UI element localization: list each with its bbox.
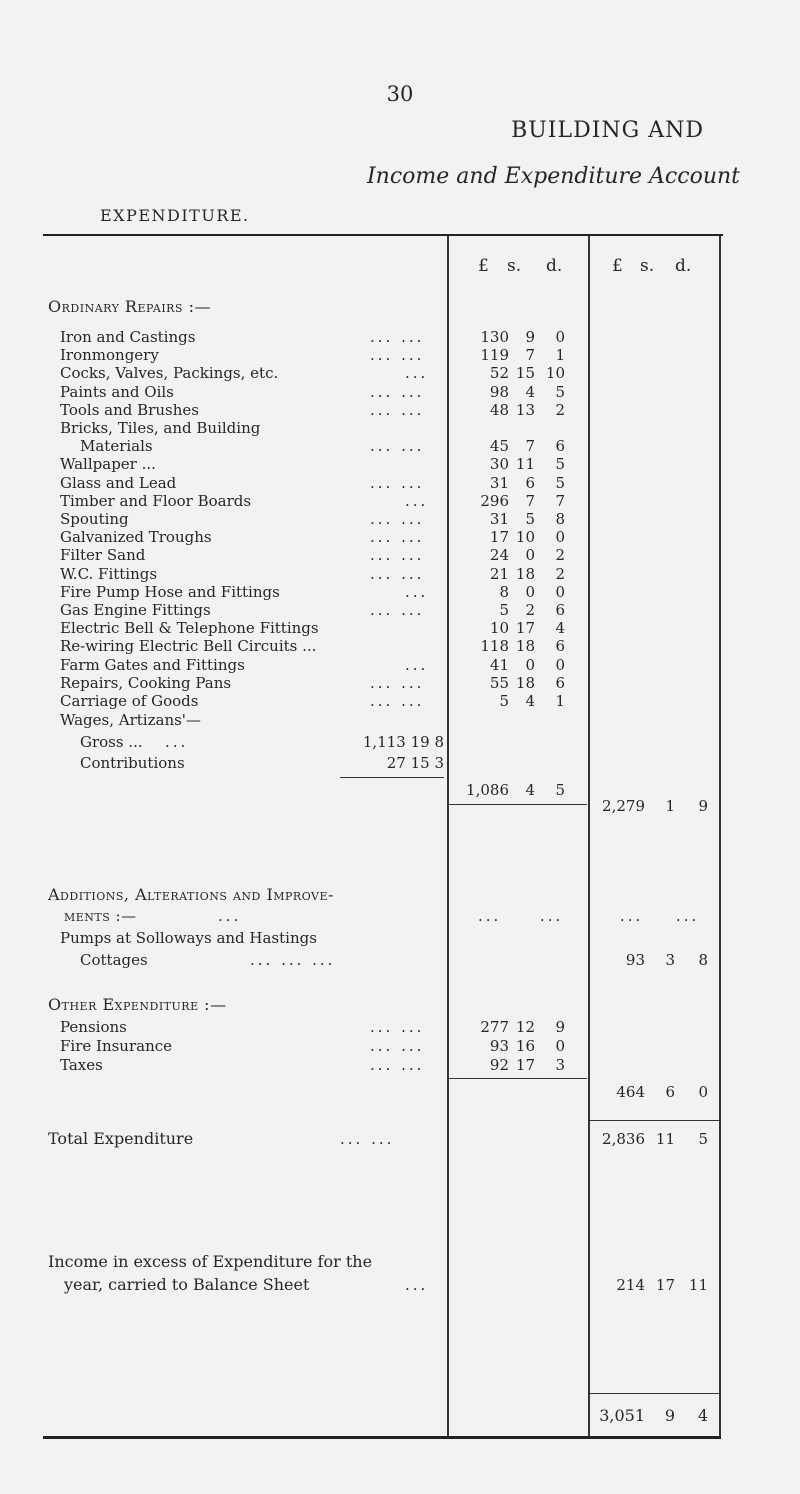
grand-total-pounds: 3,051 (599, 1406, 645, 1425)
table-row-shillings: 16 (515, 1037, 535, 1055)
additions-placeholder-b: ... (540, 907, 564, 925)
table-row-label: Timber and Floor Boards (60, 491, 252, 510)
table-bottom-rule (43, 1436, 721, 1439)
excess-shillings: 17 (655, 1276, 675, 1294)
table-row-pounds: 8 (499, 582, 509, 601)
other-total-shillings: 6 (665, 1083, 675, 1101)
table-row-pounds: 10 (489, 619, 509, 638)
table-row-pence: 1 (555, 692, 565, 710)
leader-dots: ... ... (370, 528, 425, 547)
table-row-shillings: 17 (515, 619, 535, 638)
table-row-pounds: 119 (480, 346, 509, 365)
wages-subtotal-rule (340, 777, 444, 778)
table-row-pounds: 296 (480, 491, 509, 510)
excess-dots: ... (405, 1276, 429, 1294)
table-row-pounds: 45 (489, 437, 509, 456)
table-row-label: W.C. Fittings (60, 564, 158, 583)
table-row-label: Fire Insurance (60, 1037, 173, 1055)
grand-total-pence: 4 (697, 1406, 708, 1425)
table-row-label: Filter Sand (60, 546, 146, 565)
leader-dots: ... ... (370, 1018, 425, 1036)
leader-dots: ... ... (370, 510, 425, 528)
col2-shillings-header: s. (640, 256, 655, 276)
table-row-shillings: 0 (525, 655, 535, 674)
table-row-pence: 8 (555, 510, 565, 528)
leader-dots: ... ... (370, 473, 425, 492)
table-row-shillings: 17 (515, 1056, 535, 1074)
table-row-pence: 0 (555, 528, 565, 547)
leader-dots: ... ... (370, 328, 425, 346)
col1-shillings-header: s. (507, 256, 522, 276)
wages-gross-dots: ... (165, 733, 189, 751)
section-label: EXPENDITURE. (100, 206, 250, 225)
leader-dots: ... (405, 582, 429, 601)
ordinary-net-pounds: 1,086 (466, 781, 509, 799)
table-row-pounds: 55 (489, 673, 509, 692)
table-row-pence: 0 (555, 655, 565, 674)
table-row-shillings: 4 (525, 382, 535, 401)
total-expenditure-pounds: 2,836 (602, 1130, 645, 1148)
additions-total-shillings: 3 (665, 951, 675, 969)
leader-dots: ... ... (370, 382, 425, 401)
additions-heading: Additions, Alterations and Improve- (48, 885, 334, 904)
table-row-pence: 10 (545, 364, 565, 383)
table-row-pounds: 93 (489, 1037, 509, 1055)
table-row-label: Paints and Oils (60, 382, 174, 401)
table-row-pounds: 21 (489, 564, 509, 583)
table-row-pounds: 41 (489, 655, 509, 674)
ordinary-repairs-heading: Ordinary Repairs :— (48, 297, 211, 316)
table-row-label: Re-wiring Electric Bell Circuits ... (60, 637, 317, 656)
table-row-label: Farm Gates and Fittings (60, 655, 245, 674)
additions-total-pounds: 93 (625, 951, 645, 969)
table-row-shillings: 9 (525, 328, 535, 346)
table-row-pence: 5 (555, 473, 565, 492)
wages-label: Wages, Artizans'— (60, 711, 201, 729)
table-row-label: Bricks, Tiles, and Building (60, 419, 261, 437)
running-head: BUILDING AND (511, 118, 704, 143)
table-row-pence: 2 (555, 400, 565, 419)
column-divider-1 (447, 236, 449, 1436)
grand-total-shillings: 9 (664, 1406, 675, 1425)
table-row-pence: 0 (555, 1037, 565, 1055)
additions-item-line1: Pumps at Solloways and Hastings (60, 929, 317, 947)
wages-contributions-label: Contributions (80, 754, 185, 772)
total-expenditure-label: Total Expenditure (48, 1129, 194, 1148)
table-row-pence: 6 (555, 437, 565, 456)
table-row-pounds: 30 (489, 455, 509, 474)
table-row-pence: 9 (555, 1018, 565, 1036)
total-expenditure-dots: ... ... (340, 1130, 395, 1148)
excess-label-line1: Income in excess of Expenditure for the (48, 1252, 373, 1271)
table-row-pounds: 48 (489, 400, 509, 419)
excess-pounds: 214 (616, 1276, 645, 1294)
table-row-label: Taxes (60, 1056, 103, 1074)
table-row-pounds: 24 (489, 546, 509, 565)
table-row-shillings: 18 (515, 637, 535, 656)
table-row-pence: 6 (555, 673, 565, 692)
table-row-shillings: 7 (525, 437, 535, 456)
table-row-pence: 2 (555, 546, 565, 565)
col2-pence-header: d. (675, 256, 692, 276)
table-row-pounds: 98 (489, 382, 509, 401)
additions-placeholder-c: ... (620, 907, 644, 925)
table-row-pounds: 5 (499, 692, 509, 710)
wages-gross-label: Gross ... (80, 733, 143, 751)
table-row-label: Materials (80, 437, 153, 456)
table-row-pounds: 31 (489, 510, 509, 528)
table-row-label: Tools and Brushes (60, 400, 199, 419)
table-row-label: Ironmongery (60, 346, 159, 365)
table-row-label: Fire Pump Hose and Fittings (60, 582, 280, 601)
ordinary-total-pounds: 2,279 (602, 797, 645, 815)
leader-dots: ... ... (370, 546, 425, 565)
page-number: 30 (386, 82, 414, 106)
leader-dots: ... (405, 364, 429, 383)
table-row-pence: 2 (555, 564, 565, 583)
table-row-label: Iron and Castings (60, 328, 196, 346)
column-divider-3 (719, 236, 721, 1439)
additions-total-pence: 8 (698, 951, 708, 969)
table-row-pence: 7 (555, 491, 565, 510)
ordinary-net-shillings: 4 (525, 781, 535, 799)
additions-item-line2: Cottages (80, 951, 148, 969)
table-row-pence: 3 (555, 1056, 565, 1074)
col2-pounds-header: £ (612, 256, 623, 276)
table-row-pounds: 31 (489, 473, 509, 492)
grand-total-rule (589, 1393, 719, 1394)
table-row-label: Cocks, Valves, Packings, etc. (60, 364, 279, 383)
table-row-label: Repairs, Cooking Pans (60, 673, 232, 692)
wages-gross-value: 1,113 19 8 (362, 733, 444, 751)
table-row-pounds: 52 (489, 364, 509, 383)
leader-dots: ... (405, 491, 429, 510)
table-row-shillings: 12 (515, 1018, 535, 1036)
total-expenditure-pence: 5 (698, 1130, 708, 1148)
account-subtitle: Income and Expenditure Account (366, 164, 740, 189)
col1-pounds-header: £ (478, 256, 489, 276)
table-row-shillings: 13 (515, 400, 535, 419)
other-total-pence: 0 (698, 1083, 708, 1101)
table-row-pence: 1 (555, 346, 565, 365)
table-row-pence: 6 (555, 601, 565, 619)
additions-heading-cont: ments :— (64, 907, 137, 925)
leader-dots: ... (405, 655, 429, 674)
table-row-shillings: 2 (525, 601, 535, 619)
table-row-label: Gas Engine Fittings (60, 601, 211, 619)
table-row-label: Galvanized Troughs (60, 528, 212, 547)
leader-dots: ... ... (370, 692, 425, 710)
wages-contributions-value: 27 15 3 (386, 754, 444, 772)
table-row-shillings: 5 (525, 510, 535, 528)
table-row-shillings: 18 (515, 673, 535, 692)
table-row-shillings: 11 (515, 455, 535, 474)
table-row-pounds: 5 (499, 601, 509, 619)
table-row-shillings: 7 (525, 491, 535, 510)
table-row-pounds: 17 (489, 528, 509, 547)
ordinary-total-pence: 9 (698, 797, 708, 815)
additions-placeholder-a: ... (478, 907, 502, 925)
table-row-pounds: 277 (480, 1018, 509, 1036)
table-row-shillings: 18 (515, 564, 535, 583)
column-divider-2 (588, 236, 590, 1436)
table-row-shillings: 0 (525, 582, 535, 601)
leader-dots: ... ... (370, 1037, 425, 1055)
table-row-label: Pensions (60, 1018, 127, 1036)
table-row-pence: 4 (555, 619, 565, 638)
table-row-shillings: 7 (525, 346, 535, 365)
leader-dots: ... ... (370, 437, 425, 456)
ordinary-total-shillings: 1 (665, 797, 675, 815)
ordinary-subtotal-rule (449, 804, 587, 805)
leader-dots: ... ... (370, 346, 425, 365)
other-subtotal-rule (449, 1078, 587, 1079)
leader-dots: ... ... (370, 601, 425, 619)
table-row-label: Spouting (60, 510, 129, 528)
table-row-shillings: 4 (525, 692, 535, 710)
other-expenditure-heading: Other Expenditure :— (48, 995, 227, 1014)
table-row-pounds: 118 (480, 637, 509, 656)
leader-dots: ... ... (370, 564, 425, 583)
leader-dots: ... ... (370, 1056, 425, 1074)
table-row-pence: 6 (555, 637, 565, 656)
table-row-shillings: 0 (525, 546, 535, 565)
table-row-pence: 0 (555, 328, 565, 346)
table-row-shillings: 6 (525, 473, 535, 492)
excess-label-line2: year, carried to Balance Sheet (64, 1275, 310, 1294)
table-row-label: Electric Bell & Telephone Fittings (60, 619, 319, 638)
other-total-pounds: 464 (616, 1083, 645, 1101)
additions-heading-dots: ... (218, 907, 242, 925)
table-row-pence: 5 (555, 455, 565, 474)
table-row-shillings: 10 (515, 528, 535, 547)
table-row-pounds: 92 (489, 1056, 509, 1074)
table-top-rule (43, 234, 723, 236)
total-expenditure-shillings: 11 (655, 1130, 675, 1148)
table-row-pounds: 130 (480, 328, 509, 346)
additions-item-dots: ... ... ... (250, 951, 336, 969)
table-row-label: Wallpaper ... (60, 455, 156, 474)
excess-pence: 11 (688, 1276, 708, 1294)
ordinary-net-pence: 5 (555, 781, 565, 799)
additions-placeholder-d: ... (676, 907, 700, 925)
table-row-label: Carriage of Goods (60, 692, 199, 710)
table-row-pence: 5 (555, 382, 565, 401)
total-expenditure-rule (589, 1120, 719, 1121)
table-row-shillings: 15 (515, 364, 535, 383)
leader-dots: ... ... (370, 400, 425, 419)
col1-pence-header: d. (546, 256, 563, 276)
leader-dots: ... ... (370, 673, 425, 692)
table-row-label: Glass and Lead (60, 473, 177, 492)
table-row-pence: 0 (555, 582, 565, 601)
